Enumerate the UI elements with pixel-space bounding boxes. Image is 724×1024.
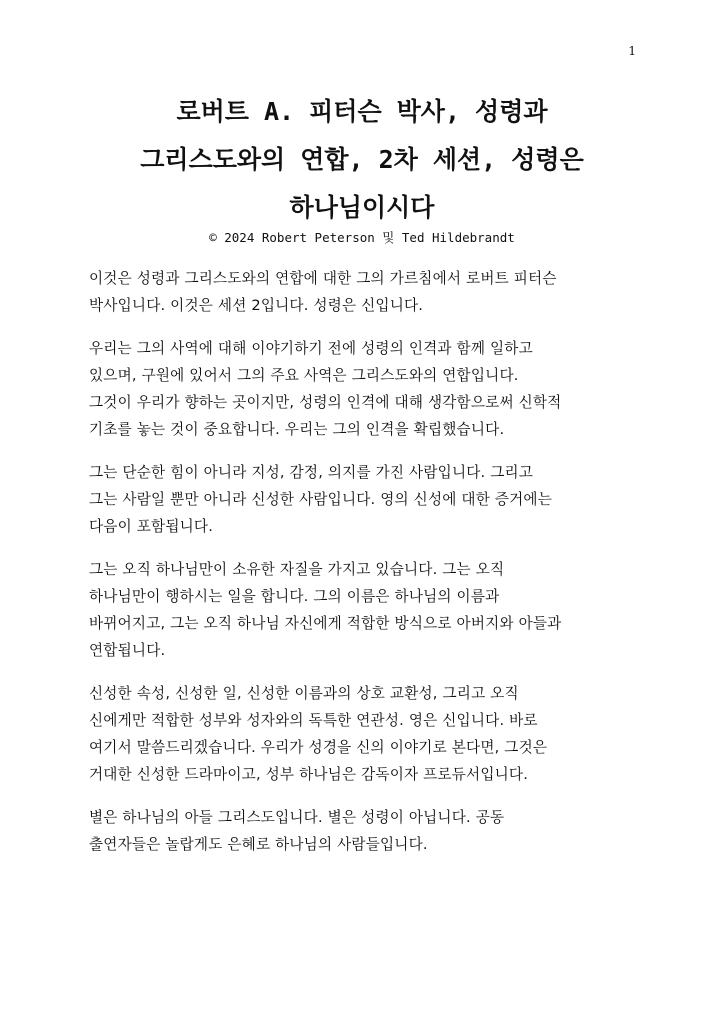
text-line: 우리는 그의 사역에 대해 이야기하기 전에 성령의 인격과 함께 일하고 bbox=[89, 340, 533, 357]
paragraph bbox=[89, 335, 649, 443]
text-line: 출연자들은 놀랍게도 은혜로 하나님의 사람들입니다. bbox=[89, 836, 428, 853]
text-line: 그것이 우리가 향하는 곳이지만, 성령의 인격에 대해 생각함으로써 신학적 bbox=[89, 394, 562, 411]
text-line: 바뀌어지고, 그는 오직 하나님 자신에게 적합한 방식으로 아버지와 아들과 bbox=[89, 615, 562, 632]
text-line: 그는 사람일 뿐만 아니라 신성한 사람입니다. 영의 신성에 대한 증거에는 bbox=[89, 491, 553, 508]
text-line: 신에게만 적합한 성부와 성자와의 독특한 연관성. 영은 신입니다. 바로 bbox=[89, 712, 538, 729]
document-body bbox=[89, 265, 649, 874]
text-line: 박사입니다. 이것은 세션 2입니다. 성령은 신입니다. bbox=[89, 297, 424, 314]
text-line: 이것은 성령과 그리스도와의 연합에 대한 그의 가르침에서 로버트 피터슨 bbox=[89, 270, 557, 287]
document-title bbox=[60, 88, 664, 232]
paragraph bbox=[89, 459, 649, 540]
title-line: 그리스도와의 연합, 2차 세션, 성령은 bbox=[140, 145, 584, 174]
paragraph bbox=[89, 265, 649, 319]
text-line: 그는 단순한 힘이 아니라 지성, 감정, 의지를 가진 사람입니다. 그리고 bbox=[89, 464, 534, 481]
text-line: 기초를 놓는 것이 중요합니다. 우리는 그의 인격을 확립했습니다. bbox=[89, 421, 505, 438]
page-number: 1 bbox=[628, 44, 636, 58]
text-line: 별은 하나님의 아들 그리스도입니다. 별은 성령이 아닙니다. 공동 bbox=[89, 809, 505, 826]
paragraph bbox=[89, 680, 649, 788]
text-line: 있으며, 구원에 있어서 그의 주요 사역은 그리스도와의 연합입니다. bbox=[89, 367, 519, 384]
copyright-notice: © 2024 Robert Peterson 및 Ted Hildebrandt bbox=[209, 230, 515, 245]
text-line: 하나님만이 행하시는 일을 합니다. 그의 이름은 하나님의 이름과 bbox=[89, 588, 500, 605]
text-line: 그는 오직 하나님만이 소유한 자질을 가지고 있습니다. 그는 오직 bbox=[89, 561, 505, 578]
text-line: 여기서 말씀드리겠습니다. 우리가 성경을 신의 이야기로 본다면, 그것은 bbox=[89, 739, 548, 756]
paragraph bbox=[89, 556, 649, 664]
text-line: 신성한 속성, 신성한 일, 신성한 이름과의 상호 교환성, 그리고 오직 bbox=[89, 685, 519, 702]
title-line: 하나님이시다 bbox=[289, 193, 435, 222]
paragraph bbox=[89, 804, 649, 858]
text-line: 연합됩니다. bbox=[89, 642, 166, 659]
text-line: 거대한 신성한 드라마이고, 성부 하나님은 감독이자 프로듀서입니다. bbox=[89, 766, 529, 783]
text-line: 다음이 포함됩니다. bbox=[89, 518, 214, 535]
title-line: 로버트 A. 피터슨 박사, 성령과 bbox=[176, 97, 548, 126]
